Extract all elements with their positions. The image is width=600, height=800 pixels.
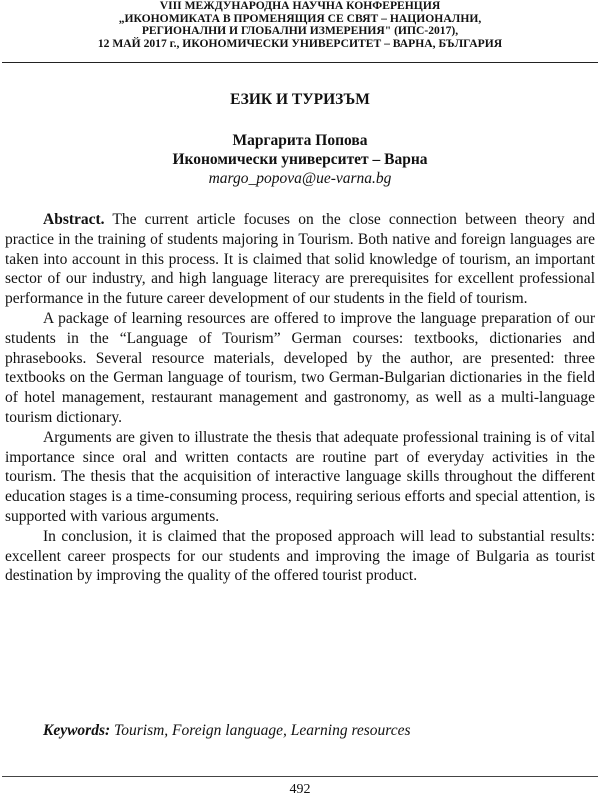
- header-divider: [2, 62, 598, 63]
- abstract: [5, 210, 595, 586]
- author-block: [0, 131, 600, 188]
- abstract-label: Abstract.: [43, 211, 105, 228]
- author-name: Маргарита Попова: [232, 132, 368, 149]
- abstract-paragraph: In conclusion, it is claimed that the proposed approach will lead to substantial results: excellent career prospects for our students and improving the image of Bulgaria as tourist destination by improving the quality of the offered tourist product.: [5, 527, 595, 585]
- author-affiliation: Икономически университет – Варна: [172, 151, 428, 168]
- author-email: margo_popova@ue-varna.bg: [208, 170, 392, 187]
- keywords-text: Tourism, Foreign language, Learning resources: [110, 722, 411, 739]
- keywords-label: Keywords:: [43, 722, 111, 739]
- abstract-paragraph-text: The current article focuses on the close connection between theory and practice in the training of students majoring in Tourism. Both native and foreign languages are taken into account in this process. It is claimed that solid knowledge of tourism, an important sector of our industry, and high language literacy are prerequisites for excellent professional performance in the future career development of our students in the field of tourism.: [5, 211, 595, 308]
- conference-header-line: „ИКОНОМИКАТА В ПРОМЕНЯЩИЯ СЕ СВЯТ – НАЦИОНАЛНИ,: [118, 11, 482, 25]
- conference-header-line: РЕГИОНАЛНИ И ГЛОБАЛНИ ИЗМЕРЕНИЯ" (ИПС-2017),: [141, 24, 459, 38]
- conference-header-line: 12 МАЙ 2017 г., ИКОНОМИЧЕСКИ УНИВЕРСИТЕТ – ВАРНА, БЪЛГАРИЯ: [97, 36, 503, 50]
- conference-header-line: VIII МЕЖДУНАРОДНА НАУЧНА КОНФЕРЕНЦИЯ: [159, 0, 441, 12]
- paper-title: ЕЗИК И ТУРИЗЪМ: [230, 91, 370, 108]
- keywords: [5, 721, 595, 740]
- page-number: 492: [289, 782, 311, 797]
- footer-divider: [2, 776, 598, 777]
- abstract-paragraph: [5, 210, 595, 309]
- abstract-paragraph: A package of learning resources are offered to improve the language preparation of our students in the “Language of Tourism” German courses: textbooks, dictionaries and phrasebooks. Several resource materials, developed by the author, are presented: three textbooks on the German language of tourism, two German-Bulgarian dictionaries in the field of hotel management, restaurant management and gastronomy, as well as a multi-language tourism dictionary.: [5, 309, 595, 426]
- conference-header: [0, 0, 600, 50]
- abstract-paragraph: Arguments are given to illustrate the thesis that adequate professional training is of vital importance since oral and written contacts are routine part of everyday activities in the tourism. The thesis that the acquisition of interactive language skills throughout the different education stages is a time-consuming process, requiring serious efforts and special attention, is supported with various arguments.: [5, 428, 595, 525]
